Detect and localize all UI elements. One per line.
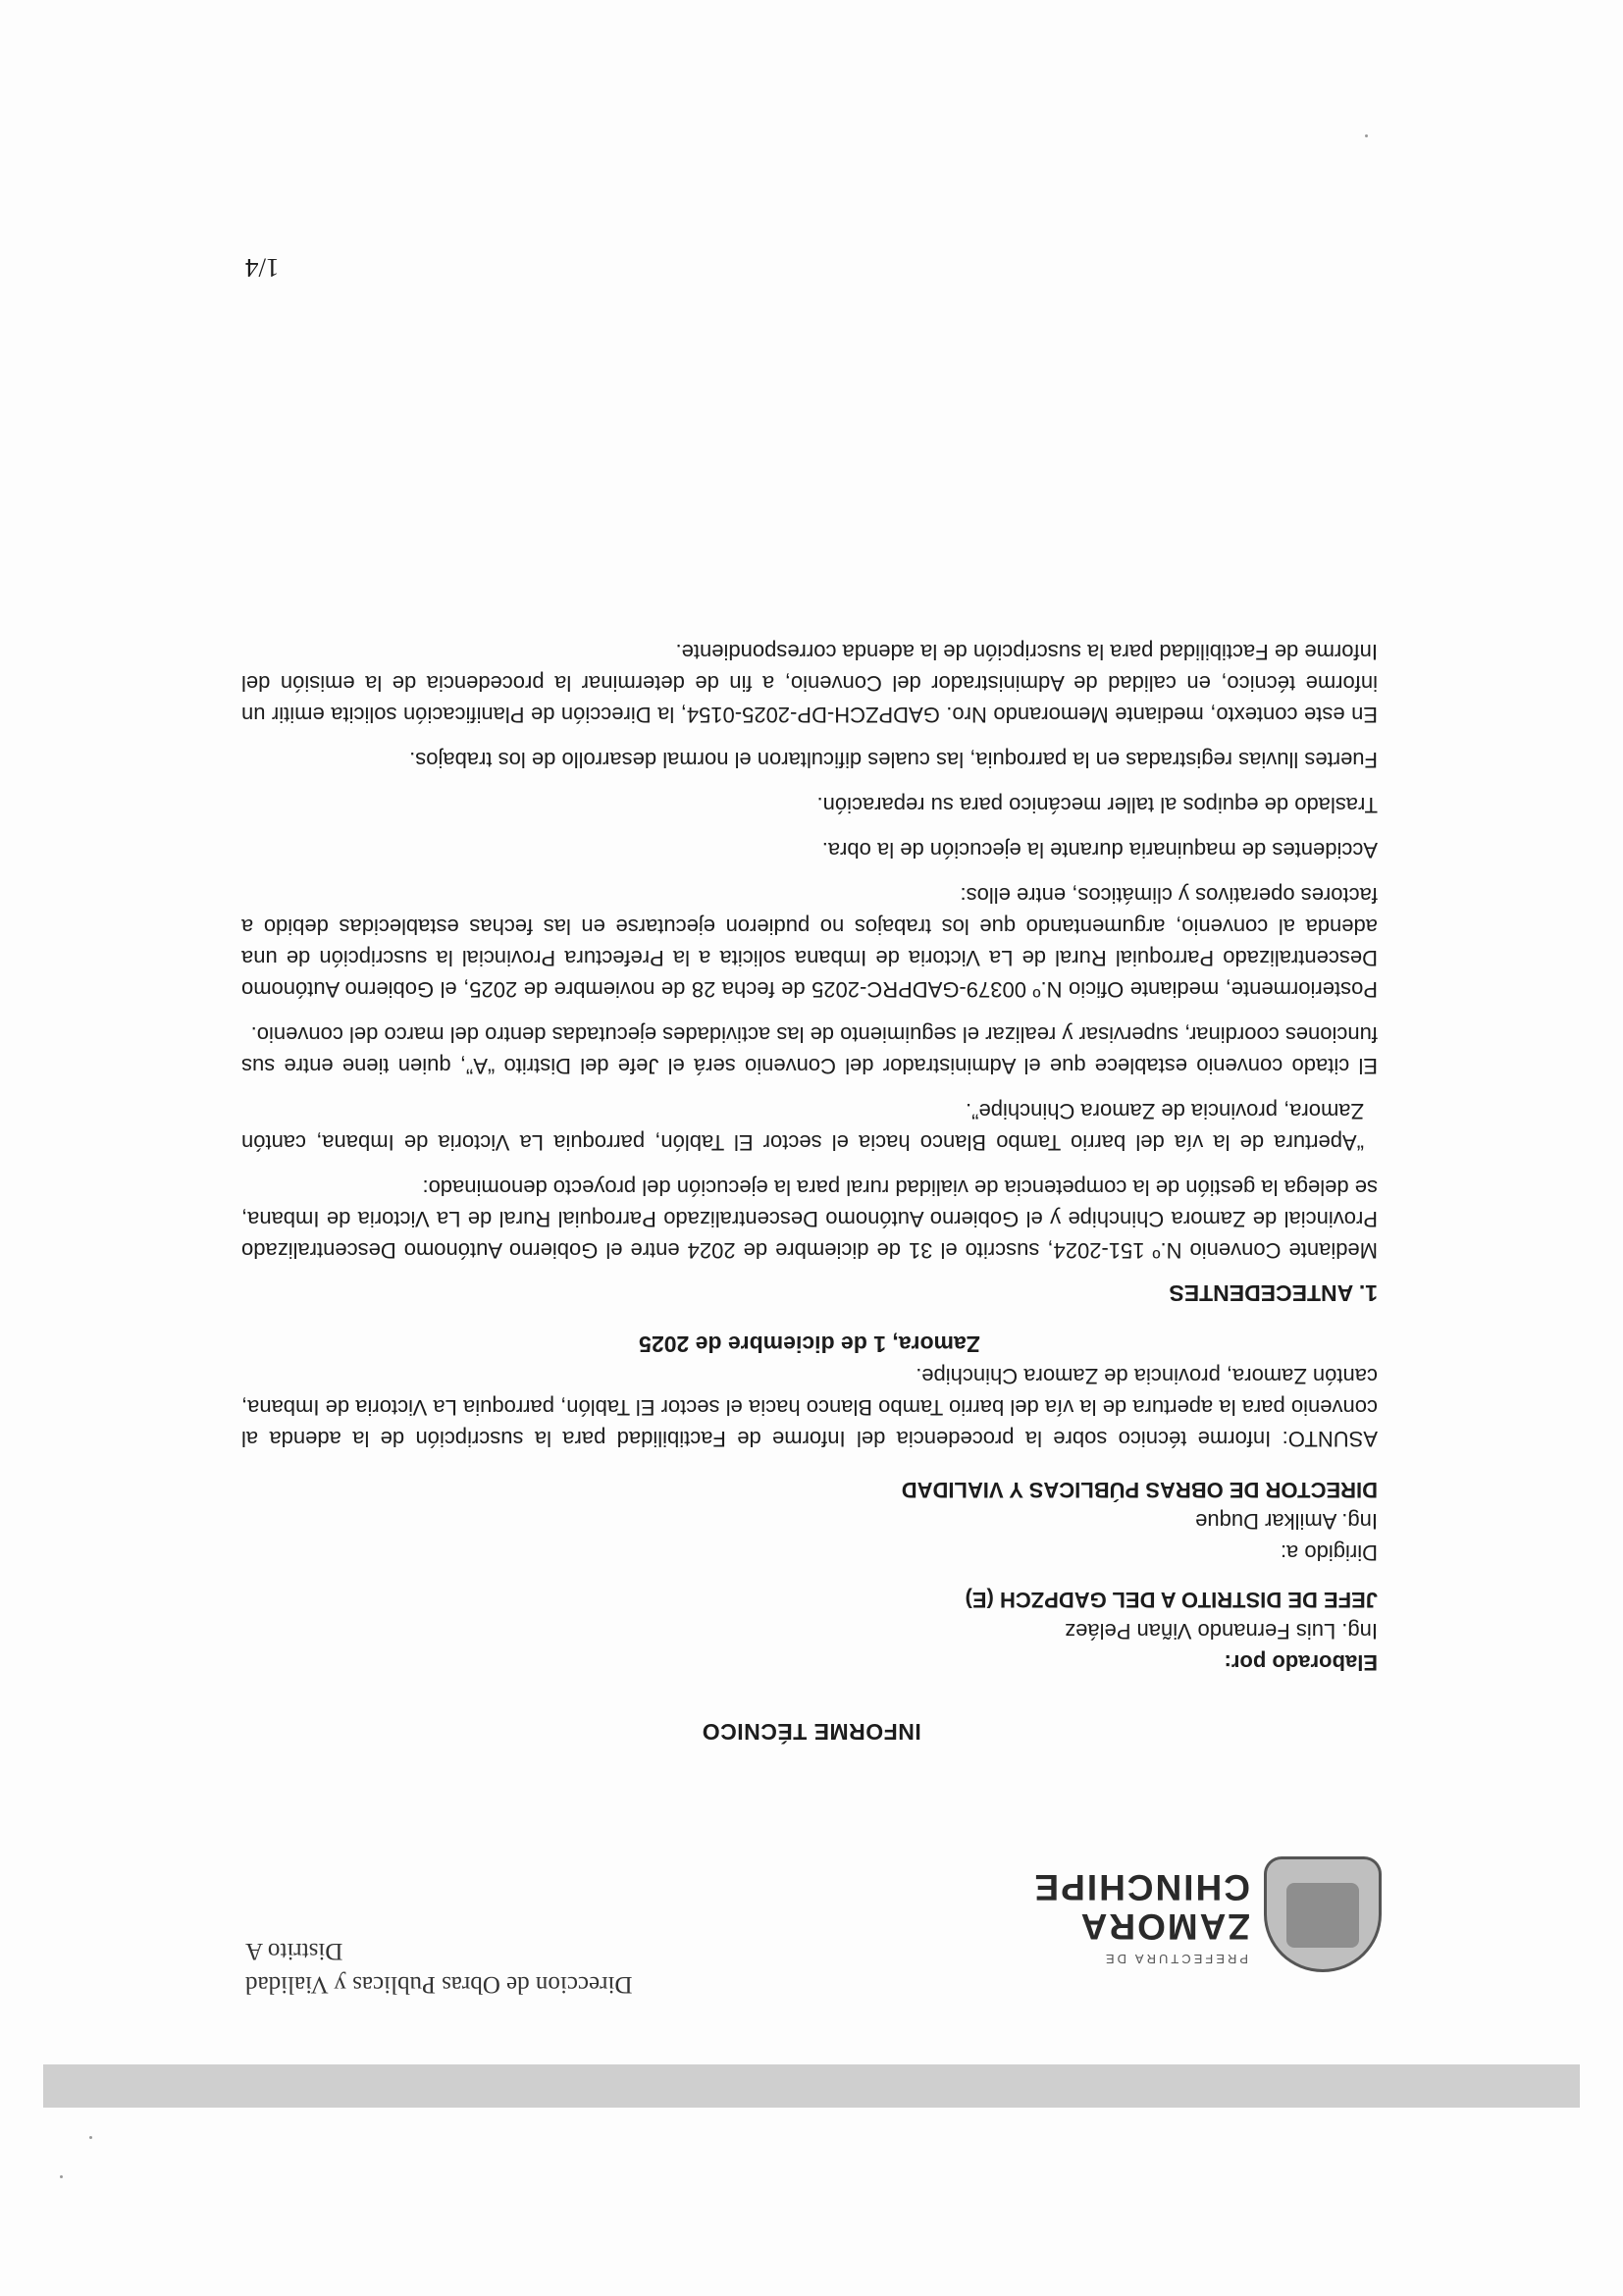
scan-speck (1365, 134, 1368, 137)
page-number: 1/4 (245, 253, 280, 283)
document-title: INFORME TÉCNICO (702, 1719, 921, 1745)
scan-speck (60, 2175, 63, 2178)
district-name: Distrito A (245, 1938, 343, 1964)
elaborado-name: Ing. Luis Fernando Viñan Peláez (1065, 1619, 1378, 1644)
document-body (241, 636, 1378, 1678)
dirigido-role: DIRECTOR DE OBRAS PÚBLICAS Y VIALIDAD (901, 1478, 1378, 1502)
paragraph-4: En este contexto, mediante Memorando Nro. GADPZCH-DP-2025-0154, la Dirección de Planificación solicita emitir un informe técnico, en calidad de Administrador del Convenio, a fin de determinar la procedencia de la emisión del Informe de Factibilidad para la suscripción de la adenda correspondiente. (241, 640, 1378, 727)
project-quote: “Apertura de la vía del barrio Tambo Blanco hacia el sector El Tablón, parroquia La Victoria de Imbana, cantón Zamora, provincia de Zamora Chinchipe”. (241, 1099, 1364, 1155)
scan-speck (89, 2136, 92, 2139)
document-date: Zamora, 1 de diciembre de 2025 (639, 1331, 980, 1357)
elaborado-label: Elaborado por: (1224, 1650, 1378, 1675)
list-item-3: Fuertes lluvias registradas en la parroquia, las cuales dificultaron el normal desarrollo de los trabajos. (409, 748, 1378, 772)
asunto-paragraph: ASUNTO: Informe técnico sobre la procedencia del Informe de Factibilidad para la suscripción de la adenda al convenio para la apertura de la vía del barrio Tambo Blanco hacia el sector El Tablón, parroquia La Victoria de Imbana, cantón Zamora, provincia de Zamora Chinchipe. (241, 1364, 1378, 1451)
dirigido-label: Dirigido a: (1280, 1540, 1378, 1565)
paragraph-2: El citado convenio establece que el Administrador del Convenio será el Jefe del Distrito “A”, quien tiene entre sus funciones coordinar, supervisar y realizar el seguimiento de las actividades ejecutadas dentro del marco del convenio. (241, 1022, 1378, 1078)
logo-line-2: CHINCHIPE (1032, 1867, 1250, 1907)
section-heading-antecedentes: 1. ANTECEDENTES (1169, 1280, 1378, 1306)
dirigido-name: Ing. Amilkar Duque (1195, 1509, 1378, 1534)
paragraph-3: Posteriormente, mediante Oficio N.º 00379-GADPRC-2025 de fecha 28 de noviembre de 2025, el Gobierno Autónomo Descentralizado Parroquial Rural de La Victoria de Imbana solicita a la Prefectura Provincial la suscripción de una adenda al convenio, argumentando que los trabajos no pudieron ejecutarse en las fechas establecidas debido a factores operativos y climáticos, entre ellos: (241, 883, 1378, 1002)
elaborado-role: JEFE DE DISTRITO A DEL GADPZCH (E) (965, 1588, 1378, 1612)
paragraph-1: Mediante Convenio N.º 151-2024, suscrito el 31 de diciembre de 2024 entre el Gobierno Autónomo Descentralizado Provincial de Zamora Chinchipe y el Gobierno Autónomo Descentralizado Parroquial Rural de La Victoria de Imbana, se delega la gestión de la competencia de vialidad rural para la ejecución del proyecto denominado: (241, 1175, 1378, 1263)
logo-line-1: ZAMORA (1078, 1906, 1250, 1947)
department-name: Direccion de Obras Publicas y Vialidad (245, 1971, 633, 1998)
list-item-1: Accidentes de maquinaria durante la ejecución de la obra. (821, 838, 1378, 862)
header-band (43, 2064, 1580, 2108)
list-item-2: Traslado de equipos al taller mecánico para su reparación. (816, 793, 1378, 817)
logo-small-text: PREFECTURA DE (1102, 1952, 1248, 1966)
